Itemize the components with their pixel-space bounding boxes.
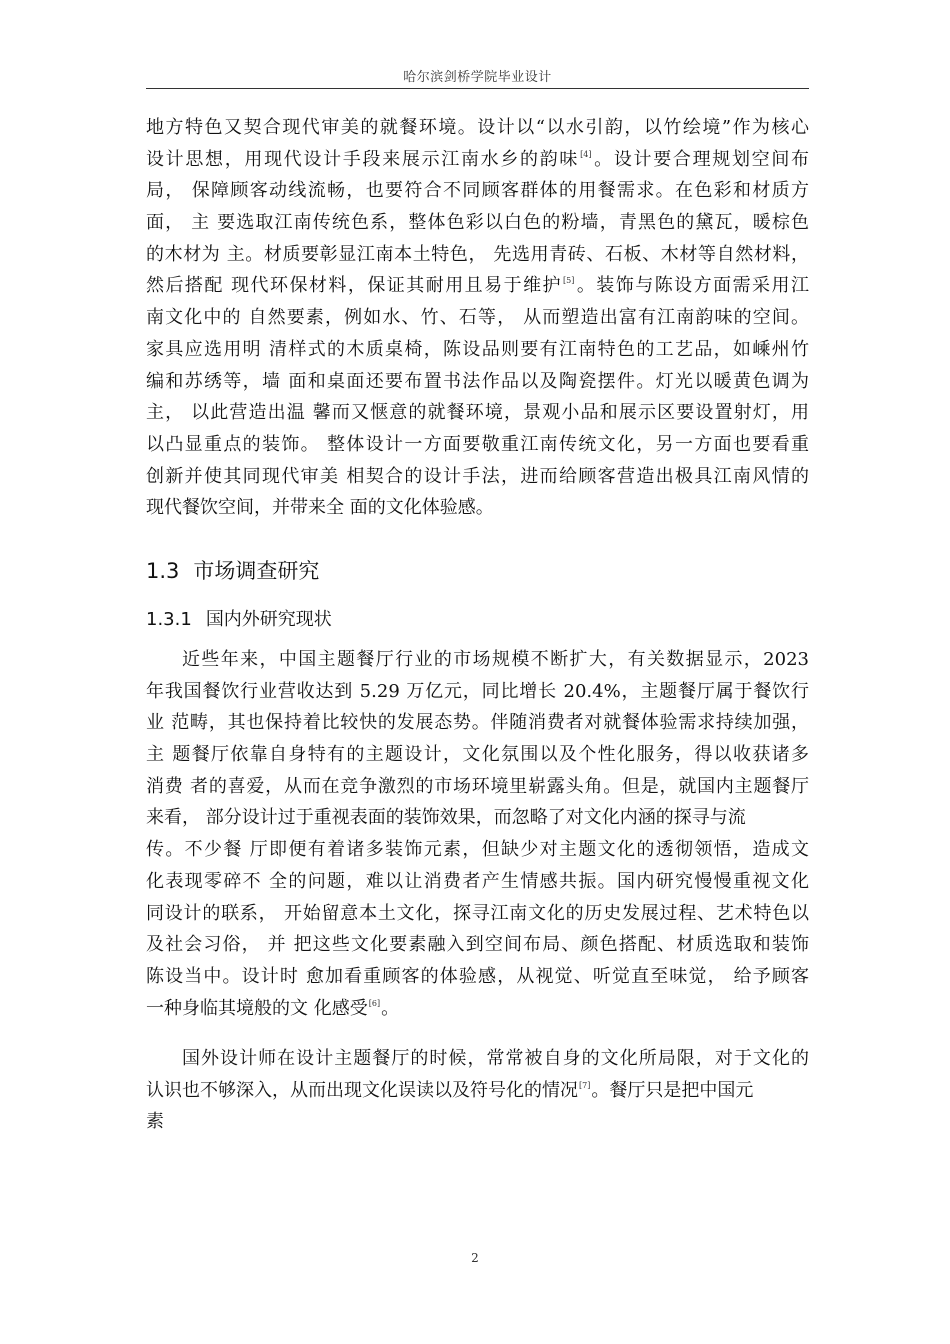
text-line: 素 <box>146 1111 164 1133</box>
text-line: 局， 保障顾客动线流畅，也要符合不同顾客群体的用餐需求。在色彩和材质方 <box>146 180 809 202</box>
citation-ref: [5] <box>563 276 575 286</box>
text-line: 传。不少餐 厅即便有着诸多装饰元素，但缺少对主题文化的透彻领悟，造成文 <box>146 839 809 861</box>
text-line: 年我国餐饮行业营收达到 5.29 万亿元，同比增长 20.4%，主题餐厅属于餐饮行 <box>146 680 809 702</box>
citation-ref: [6] <box>368 998 381 1008</box>
text-line: 消费 者的喜爱，从而在竞争激烈的市场环境里崭露头角。但是，就国内主题餐厅 <box>146 775 809 797</box>
subsection-heading <box>146 605 332 631</box>
text-line: 主 题餐厅依靠自身特有的主题设计，文化氛围以及个性化服务，得以收获诸多 <box>146 744 809 766</box>
text-line: 编和苏绣等，墙 面和桌面还要布置书法作品以及陶瓷摆件。灯光以暖黄色调为 <box>146 370 809 392</box>
text-line <box>146 1075 809 1107</box>
subsection-number: 1.3.1 <box>146 609 192 630</box>
subsection-title: 国内外研究现状 <box>205 609 332 630</box>
text-span: 。餐厅只是把中国元 <box>591 1079 754 1101</box>
text-line: 以凸显重点的装饰。 整体设计一方面要敬重江南传统文化，另一方面也要看重 <box>146 433 809 455</box>
text-line: 国外设计师在设计主题餐厅的时候，常常被自身的文化所局限，对于文化的 <box>182 1048 809 1069</box>
section-heading <box>146 555 319 585</box>
text-line <box>146 993 809 1025</box>
section-title: 市场调查研究 <box>193 559 320 583</box>
text-line: 主， 以此营造出温 馨而又惬意的就餐环境，景观小品和展示区要设置射灯，用 <box>146 402 809 424</box>
text-span: 。装饰与陈设方面需采用江 <box>575 275 809 297</box>
paragraph-1 <box>146 112 809 524</box>
text-span: 认识也不够深入，从而出现文化误读以及符号化的情况 <box>146 1079 578 1101</box>
page-header: 哈尔滨剑桥学院毕业设计 <box>403 70 552 85</box>
text-span: 然后搭配 现代环保材料，保证其耐用且易于维护 <box>146 275 563 297</box>
text-line <box>146 270 809 302</box>
paragraph-3 <box>146 1043 809 1138</box>
text-line: 近些年来，中国主题餐厅行业的市场规模不断扩大，有关数据显示，2023 <box>182 649 809 670</box>
text-line: 的木材为 主。材质要彰显江南本土特色， 先选用青砖、石板、木材等自然材料， <box>146 243 809 265</box>
text-line: 业 范畴，其也保持着比较快的发展态势。伴随消费者对就餐体验需求持续加强， <box>146 712 809 734</box>
citation-ref: [4] <box>580 149 592 159</box>
text-line: 面， 主 要选取江南传统色系，整体色彩以白色的粉墙，青黑色的黛瓦，暖棕色 <box>146 212 809 234</box>
text-line: 同设计的联系， 开始留意本土文化，探寻江南文化的历史发展过程、艺术特色以 <box>146 902 809 924</box>
text-line: 来看， 部分设计过于重视表面的装饰效果，而忽略了对文化内涵的探寻与流 <box>146 807 746 829</box>
text-line: 创新并使其同现代审美 相契合的设计手法，进而给顾客营造出极具江南风情的 <box>146 465 809 487</box>
text-span: 。设计要合理规划空间布 <box>592 148 809 170</box>
text-span: 一种身临其境般的文 化感受 <box>146 997 368 1019</box>
text-line: 南文化中的 自然要素，例如水、竹、石等， 从而塑造出富有江南韵味的空间。 <box>146 307 809 329</box>
text-line <box>146 144 809 176</box>
section-number: 1.3 <box>146 559 180 583</box>
header-rule <box>146 88 809 89</box>
text-span: 设计思想，用现代设计手段来展示江南水乡的韵味 <box>146 148 580 170</box>
paragraph-2 <box>146 644 809 1024</box>
text-line: 现代餐饮空间，并带来全 面的文化体验感。 <box>146 497 494 519</box>
citation-ref: [7] <box>579 1080 591 1090</box>
text-line: 及社会习俗， 并 把这些文化要素融入到空间布局、颜色搭配、材质选取和装饰 <box>146 934 809 956</box>
text-line: 化表现零碎不 全的问题，难以让消费者产生情感共振。国内研究慢慢重视文化 <box>146 870 809 892</box>
text-line: 地方特色又契合现代审美的就餐环境。设计以“以水引韵，以竹绘境”作为核心 <box>146 117 809 138</box>
text-line: 家具应选用明 清样式的木质桌椅，陈设品则要有江南特色的工艺品，如嵊州竹 <box>146 338 809 360</box>
page-number: 2 <box>471 1251 479 1265</box>
text-line: 陈设当中。设计时 愈加看重顾客的体验感，从视觉、听觉直至味觉， 给予顾客 <box>146 965 809 987</box>
text-span: 。 <box>381 997 400 1019</box>
